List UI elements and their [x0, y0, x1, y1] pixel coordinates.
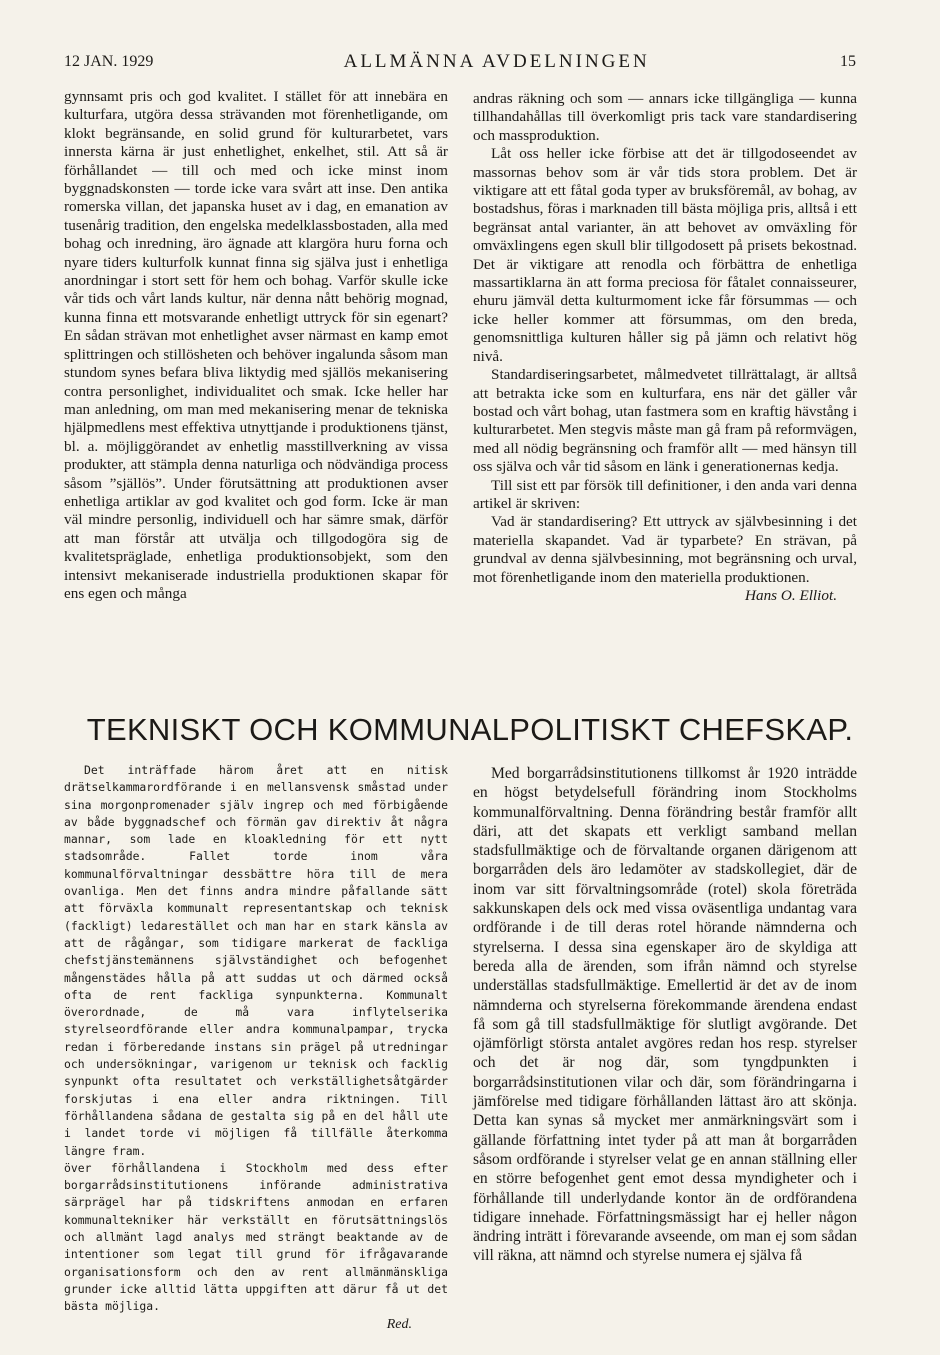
- page-header: [64, 47, 856, 77]
- paragraph: Till sist ett par försök till definitioner, i den anda vari denna artikel är skriven:: [473, 476, 857, 512]
- article-title: TEKNISKT OCH KOMMUNALPOLITISKT CHEFSKAP.: [86, 712, 854, 747]
- author-signature: Hans O. Elliot.: [745, 586, 837, 604]
- paragraph: gynnsamt pris och god kvalitet. I stället för att innebära en kulturfara, utgöra dessa strävanden mot förenhetligande, om klokt begränsande, en solid grund för kulturarbetet, vars innersta kärna är just enhetlighet, enkelhet, stil. Att så är förhållandet — till och med och icke minst inom byggnadskonsten — torde icke vara svårt att inse. Den antika romerska villan, det japanska huset av i dag, en emanation av tusenårig tradition, den engelska medelklassbostaden, alla med bohag och inredning, äro ägnade att klargöra huru forna och nyare tiders kulturfolk kunnat finna sig själva just i enhetliga anordningar i stort sett för hem och bohag. Varför skulle icke vår tids och vårt lands kultur, när denna nått behörig mognad, kunna finna ett motsvarande enhetligt uttryck för sin egenart? En sådan strävan mot enhetlighet avser närmast en kamp emot splittringen och stillösheten och behöver ingalunda såsom man stundom synes befara bliva liktydig med själlös mekanisering contra personlighet, individualitet och smak. Icke heller har man anledning, om man med mekanisering menar de tekniska hjälpmedlens mest effektiva utnyttjande i produktionens tjänst, bl. a. möjliggörandet av enhetlig masstillverkning av vissa produkter, att stämpla denna naturliga och nödvändiga process såsom ”själlös”. Under förutsättning att produktionen avser enhetliga artiklar av god kvalitet och god form. Icke är man väl mindre personlig, individuell och har sämre smak, därför att man förstår att utvälja och tillgodogöra sig de kvalitetspräglade, enhetliga produktionsobjekt, som den intensivt mekaniserade industriella produktionen skapar för ens egen och många: [64, 88, 448, 602]
- article1-right-column: [473, 90, 857, 605]
- paragraph: Med borgarrådsinstitutionens tillkomst år 1920 inträdde en högst betydelsefull förändring inom Stockholms kommunalförvaltning. Denna förändring består framför allt däri, att det skapats ett verkligt samband mellan stadsfullmäktige och de förvaltande organen därigenom att borgarråden dels äro ledamöter av stadskollegiet, där de inom var sitt förvaltningsområde (rotel) skola företräda sakkunskapen dels ock med vissa oväsentliga undantag vara ordförande i de till deras rotel hörande nämnderna och styrelserna. I dessa sina egenskaper äro de skyldiga att bereda alla de ärenden, som ifrån nämnd och styrelse underställas stadsfullmäktige. Emellertid är det av de inom nämnderna och styrelserna förekommande ärendena endast få som gå till stadsfullmäktige för slutligt avgörande. Det ojämförligt största antalet avgöres redan hos resp. styrelser och det är nog där, som tyngdpunkten i borgarrådsinstitutionen vilar och där, som förändringarna i jämförelse med tidigare förhållanden lättast äro att skönja. Detta kan synas så mycket mer anmärkningsvärt som i gällande författning intet tyder på att man åt borgarråden såsom ordförande i styrelser velat ge en annan ställning eller en större befogenhet gent emot dessa myndigheter och i förhållande till underlydande kontor än de ordförandena tidigare innehade. Författningsmässigt har ej heller någon ändring inträtt i förevarande avseende, om man ej som sådan vill räkna, att nämnd och styrelse numera ej själva få: [473, 765, 857, 1265]
- paragraph: Vad är standardisering? Ett uttryck av självbesinning i det materiella skapandet. Vad är typarbete? En strävan, på grundval av denna självbesinning, mot begränsning och urval, mot förenhetligande inom den materiella produktionen.: [473, 513, 857, 586]
- paragraph: Standardiseringsarbetet, målmedvetet tillrättalagt, är alltså att betrakta icke som en kulturfara, ens när det gäller vår bostad och vårt bohag, utan fastmera som en kraftig hävstång i kulturarbetet. Men stegvis måste man gå fram på reformvägen, med all nödig begränsning och framför allt — med hänsyn till oss själva och vår tid såsom en länk i generationernas kedja.: [473, 366, 857, 476]
- paragraph: över förhållandena i Stockholm med dess efter borgarrådsinstitutionens införande administrativa särprägel har på tidskriftens anmodan en erfaren kommunaltekniker här verkställt en förutsättningslös och allmänt lagd analys med strängt beaktande av de intentioner som legat till grund för ifrågavarande organisationsform och den av rent allmänmänskliga grunder icke alltid lätta uppgiften att därur få ut det bästa möjliga.: [64, 1160, 448, 1314]
- article1-left-column: [64, 88, 448, 603]
- editorial-intro-column: [64, 762, 448, 1333]
- paragraph: Det inträffade härom året att en nitisk drätselkammarordförande i en mellansvensk småstad under sina morgonpromenader själv ingrep och med förbigående av både byggnadschef och förmän gav direktiv åt några mannar, som lade en kloakledning för ett nytt stadsområde. Fallet torde inom våra kommunalförvaltningar dessbättre höra till de mera ovanliga. Men det finns andra mindre påfallande sätt att förväxla kommunalt representantskap och teknisk (fackligt) ledarestället och man har en stark känsla av att de rågångar, som tidigare markerat de fackliga chefstjänstemännens självständighet och befogenhet mångenstädes hålla på att suddas ut och därmed också ofta de rent fackliga synpunkterna. Kommunalt överordnade, de må vara inflytelserika styrelseordförande eller andra kommunalpampar, trycka redan i förberedande instans sin prägel på utredningar och undersökningar, varigenom ur teknisk och facklig synpunkt ofta resultatet och verkställighetsåtgärder forskjutas i ena eller andra riktningen. Till förhållandena sådana de gestalta sig på en del håll ute i landet torde vi möjligen få tillfälle återkomma längre fram.: [64, 763, 448, 1158]
- editor-signature: Red.: [386, 1316, 412, 1332]
- article2-right-column: [473, 764, 857, 1266]
- header-date: 12 JAN. 1929: [64, 53, 154, 70]
- section-heading: ALLMÄNNA AVDELNINGEN: [343, 51, 650, 72]
- paragraph: Låt oss heller icke förbise att det är tillgodoseendet av massornas behov som är vår tids stora problem. Det är viktigare att ett fåtal goda typer av bruksföremål, av bohag, av bostadshus, föras i marknaden till bästa möjliga pris, alltså i ett begränsat antal varianter, än att behovet av omväxling för omväxlingens egen skull blir tillgodosett på prisets bekostnad. Det är viktigare att renodla och förbättra de enhetliga massartiklarna än att forma preciosa för fåtalet connaisseurer, ehuru jämväl detta kulturmoment icke får försummas — och icke heller kommer att försummas, om den breda, genomsnittliga kulturen håller sig på jämn och relativt hög nivå.: [473, 145, 857, 365]
- paragraph: andras räkning och som — annars icke tillgängliga — kunna tillhandahållas till överkomligt pris tack vare standardisering och massproduktion.: [473, 90, 857, 144]
- page-number: 15: [839, 53, 856, 70]
